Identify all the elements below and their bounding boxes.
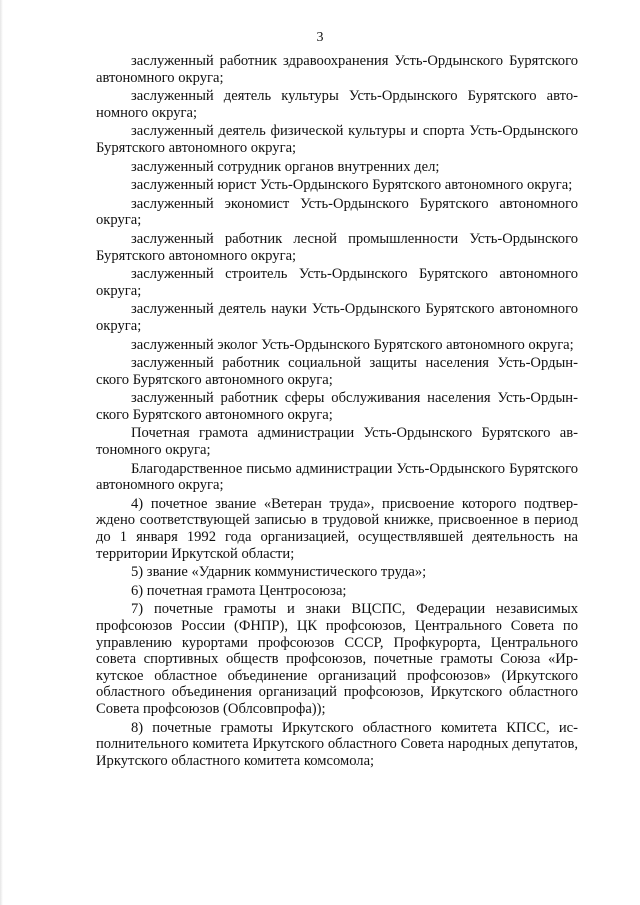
paragraph: заслуженный строитель Усть-Ордынского Бурятского автономного округа; (96, 266, 578, 299)
paragraph: заслуженный юрист Усть-Ордынского Бурятского автономного округа; (131, 177, 573, 194)
paragraph: 8) почетные грамоты Иркутского областного комитета КПСС, исполнительного комитета Иркутского областного Совета народных депутатов, Иркутского областного комитета комсомола; (96, 719, 578, 769)
scan-edge (0, 0, 3, 905)
page-number: 3 (316, 30, 324, 45)
paragraph: заслуженный работник социальной защиты населения Усть-Ордынского Бурятского автономного округа; (96, 355, 578, 388)
paragraph: заслуженный деятель физической культуры и спорта Усть-Ордынского Бурятского автономного округа; (96, 123, 578, 156)
paragraph: 7) почетные грамоты и знаки ВЦСПС, Федерации независимых профсоюзов России (ФНПР), ЦК профсоюзов, Центрального Совета по управлению курортами профсоюзов СССР, Профкурорта, Центрального совета спортивных обществ профсоюзов, почетные грамоты Союза «Иркутское областное объединение организаций профсоюзов» (Иркутского областного объединения организаций профсоюзов, Иркутского областного Совета профсоюзов (Облсовпрофа)); (96, 601, 578, 717)
paragraph: заслуженный работник лесной промышленности Усть-Ордынского Бурятского автономного округа; (96, 230, 578, 264)
paragraph: 5) звание «Ударник коммунистического труда»; (131, 564, 427, 581)
paragraph: заслуженный работник сферы обслуживания населения Усть-Ордынского Бурятского автономного округа; (96, 390, 578, 423)
document-body (96, 53, 578, 771)
paragraph: заслуженный экономист Усть-Ордынского Бурятского автономного округа; (96, 195, 578, 229)
paragraph: заслуженный деятель науки Усть-Ордынского Бурятского автономного округа; (96, 301, 578, 334)
paragraph: заслуженный деятель культуры Усть-Ордынского Бурятского автономного округа; (96, 88, 578, 121)
paragraph: заслуженный работник здравоохранения Усть-Ордынского Бурятского автономного округа; (96, 53, 578, 86)
paragraph: 4) почетное звание «Ветеран труда», присвоение которого подтверждено соответствующей записью в трудовой книжке, присвоенное в период до 1 января 1992 года организацией, осуществлявшей деятельность на территории Иркутской области; (96, 495, 578, 562)
paragraph: 6) почетная грамота Центросоюза; (131, 582, 347, 599)
paragraph: заслуженный сотрудник органов внутренних дел; (131, 158, 440, 175)
paragraph: Благодарственное письмо администрации Усть-Ордынского Бурятского автономного округа; (96, 460, 578, 494)
paragraph: заслуженный эколог Усть-Ордынского Бурятского автономного округа; (131, 336, 574, 353)
paragraph: Почетная грамота администрации Усть-Ордынского Бурятского автономного округа; (96, 425, 578, 459)
